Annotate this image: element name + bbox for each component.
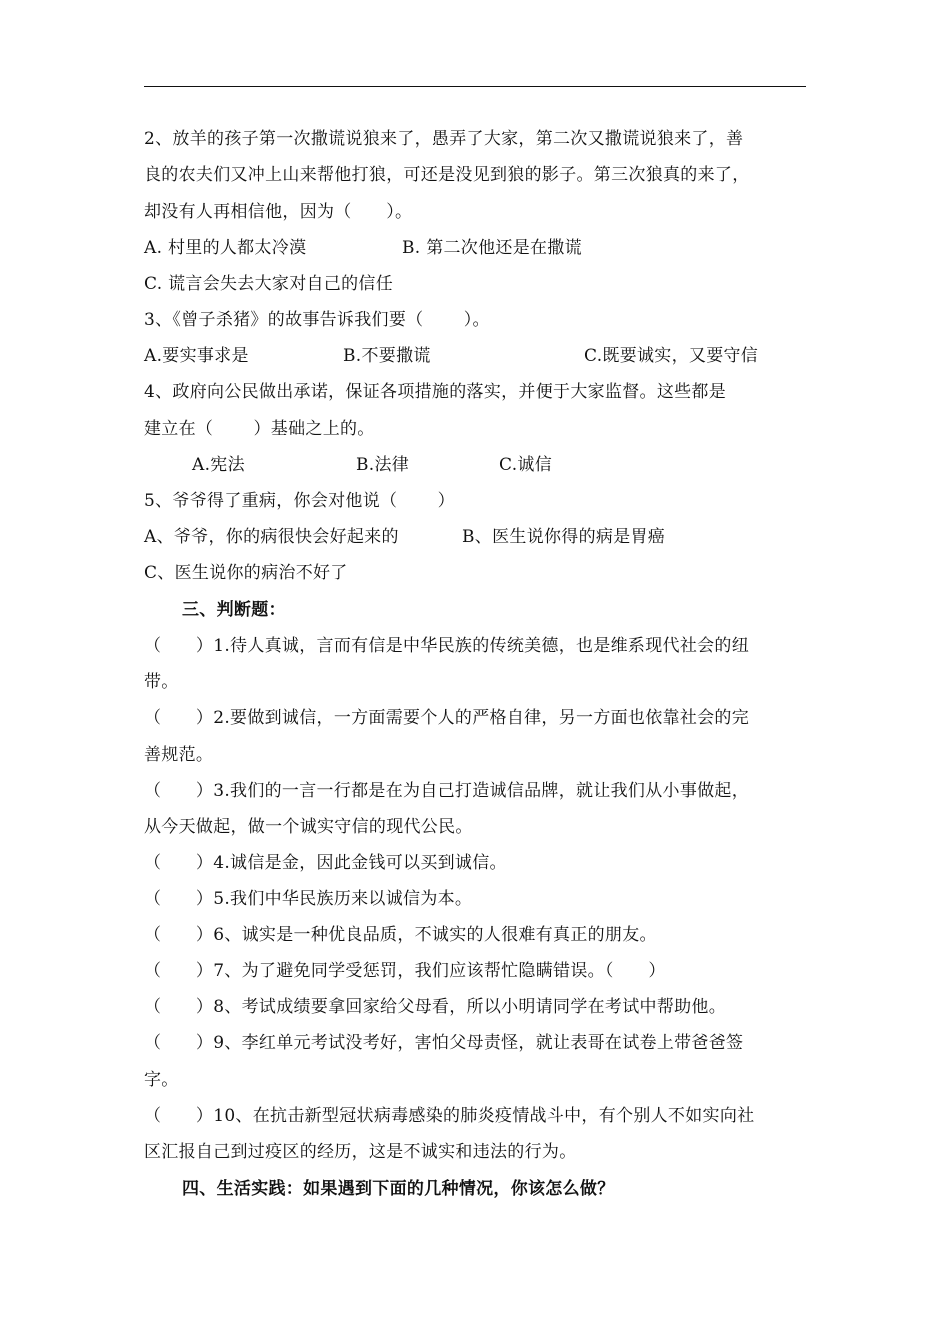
tf-line: （ ）3.我们的一言一行都是在为自己打造诚信品牌，就让我们从小事做起， [144, 781, 750, 801]
q2-line-1: 2、放羊的孩子第一次撒谎说狼来了，愚弄了大家，第二次又撒谎说狼来了，善 [144, 129, 744, 149]
tf-line: （ ）9、李红单元考试没考好，害怕父母责怪，就让表哥在试卷上带爸爸签 [144, 1033, 744, 1053]
tf-line: 字。 [144, 1070, 179, 1090]
tf-line: （ ）8、考试成绩要拿回家给父母看，所以小明请同学在考试中帮助他。 [144, 997, 727, 1017]
tf-line: （ ）4.诚信是金，因此金钱可以买到诚信。 [144, 853, 507, 873]
q2-option-b: B. 第二次他还是在撒谎 [402, 238, 582, 258]
q4-option-b: B.法律 [356, 455, 410, 475]
q5-option-c: C、医生说你的病治不好了 [144, 563, 348, 583]
q3-option-b: B.不要撒谎 [343, 346, 431, 366]
section-3-heading: 三、判断题： [182, 600, 286, 620]
q3-option-a: A.要实事求是 [144, 346, 249, 366]
section-4-heading: 四、生活实践：如果遇到下面的几种情况，你该怎么做？ [182, 1179, 615, 1199]
header-rule [144, 86, 806, 87]
q2-line-3: 却没有人再相信他，因为（ ）。 [144, 202, 413, 222]
q5-stem: 5、爷爷得了重病，你会对他说（ ） [144, 491, 455, 511]
q4-line-1: 4、政府向公民做出承诺，保证各项措施的落实，并便于大家监督。这些都是 [144, 382, 727, 402]
q3-stem: 3、《曾子杀猪》的故事告诉我们要（ ）。 [144, 310, 490, 330]
q3-option-c: C.既要诚实，又要守信 [584, 346, 759, 366]
q2-option-a: A. 村里的人都太冷漠 [144, 238, 307, 258]
tf-line: （ ）2.要做到诚信，一方面需要个人的严格自律，另一方面也依靠社会的完 [144, 708, 750, 728]
q5-option-b: B、医生说你得的病是胃癌 [462, 527, 666, 547]
q4-option-a: A.宪法 [192, 455, 245, 475]
tf-line: 带。 [144, 672, 179, 692]
q2-line-2: 良的农夫们又冲上山来帮他打狼，可还是没见到狼的影子。第三次狼真的来了， [144, 165, 750, 185]
tf-line: （ ）6、诚实是一种优良品质，不诚实的人很难有真正的朋友。 [144, 925, 657, 945]
tf-line: 区汇报自己到过疫区的经历，这是不诚实和违法的行为。 [144, 1142, 577, 1162]
tf-line: （ ）10、在抗击新型冠状病毒感染的肺炎疫情战斗中，有个别人不如实向社 [144, 1106, 755, 1126]
tf-line: （ ）5.我们中华民族历来以诚信为本。 [144, 889, 473, 909]
q4-line-2: 建立在（ ）基础之上的。 [144, 419, 375, 439]
q5-option-a: A、爷爷，你的病很快会好起来的 [144, 527, 399, 547]
tf-line: 从今天做起，做一个诚实守信的现代公民。 [144, 817, 473, 837]
tf-line: （ ）7、为了避免同学受惩罚，我们应该帮忙隐瞒错误。（ ） [144, 961, 666, 981]
q4-options-row [144, 454, 804, 476]
q5-options-row [144, 526, 804, 548]
tf-line: 善规范。 [144, 745, 214, 765]
q2-option-c: C. 谎言会失去大家对自己的信任 [144, 274, 394, 294]
q2-options-row [144, 237, 804, 259]
q3-options-row [144, 345, 804, 367]
q4-option-c: C.诚信 [499, 455, 553, 475]
tf-line: （ ）1.待人真诚，言而有信是中华民族的传统美德，也是维系现代社会的纽 [144, 636, 750, 656]
